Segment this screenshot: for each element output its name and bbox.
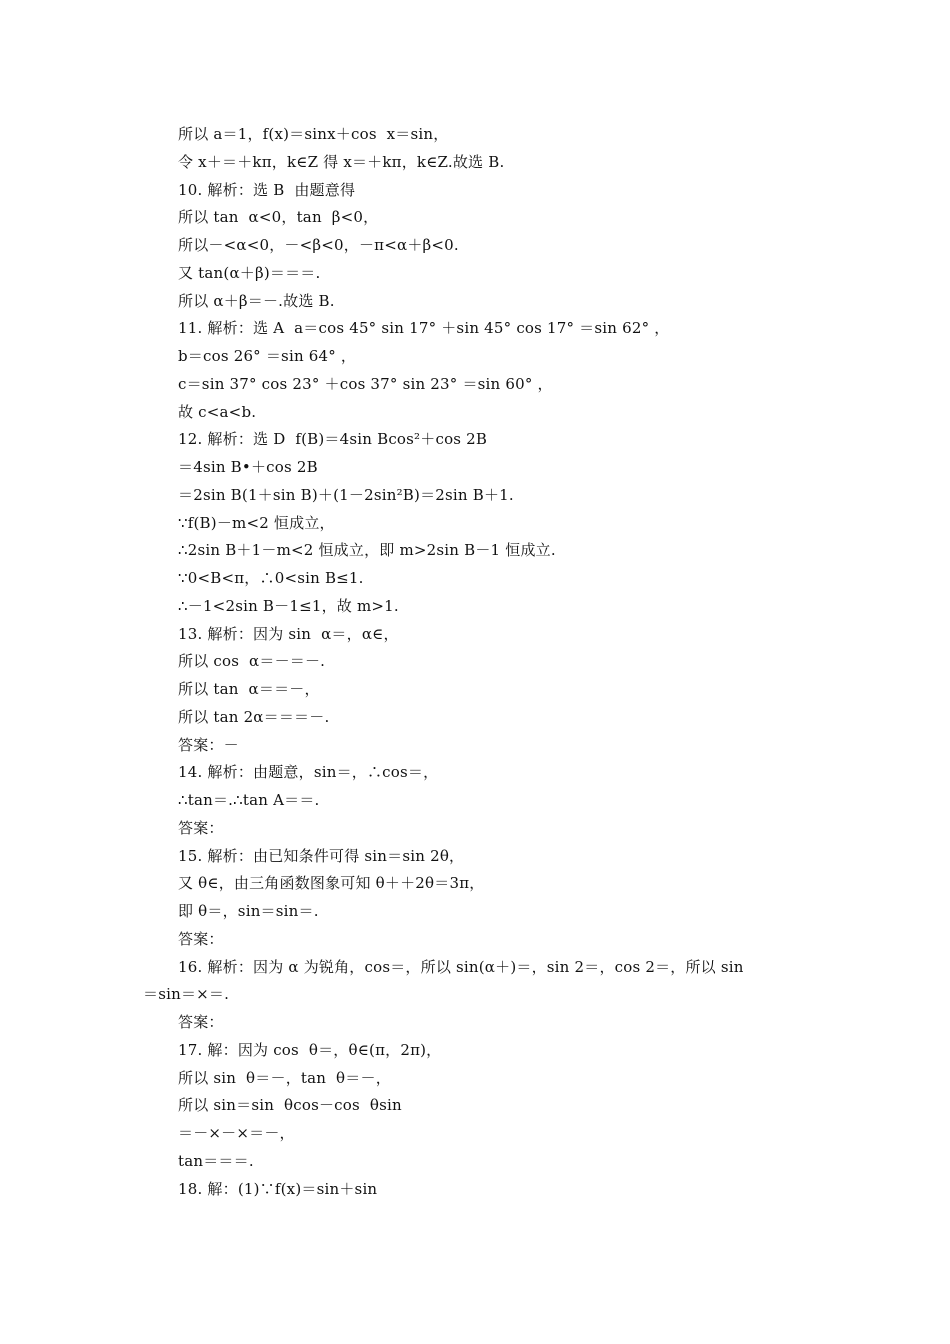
text-line: 17. 解：因为 cos θ＝，θ∈(π，2π)， [178,1041,442,1059]
text-line: 答案：－ [178,736,239,754]
text-line: 所以－<α<0，－<β<0，－π<α＋β<0. [178,236,459,254]
text-line: 所以 sin θ＝－，tan θ＝－， [178,1069,391,1087]
text-line: 答案： [178,819,224,837]
text-line: 15. 解析：由已知条件可得 sin＝sin 2θ， [178,847,465,865]
text-line: 14. 解析：由题意，sin＝，∴cos＝， [178,763,439,781]
text-line: 13. 解析：因为 sin α＝，α∈， [178,625,399,643]
text-line: 所以 tan α＝＝－， [178,680,320,698]
text-line: ∵0<B<π，∴0<sin B≤1. [178,569,364,587]
text-line: ＝2sin B(1＋sin B)＋(1－2sin²B)＝2sin B＋1. [178,486,514,504]
text-line: 所以 a＝1，f(x)＝sinx＋cos x＝sin， [178,125,449,143]
text-line: ∵f(B)－m<2 恒成立， [178,514,335,532]
text-line: 18. 解：(1)∵f(x)＝sin＋sin [178,1180,378,1198]
text-line: b＝cos 26° ＝sin 64° ， [178,347,357,365]
text-line: 即 θ＝，sin＝sin＝. [178,902,319,920]
text-line: 所以 tan α<0，tan β<0， [178,208,379,226]
text-line: tan＝＝＝. [178,1152,254,1170]
text-line: 16. 解析：因为 α 为锐角，cos＝，所以 sin(α＋)＝，sin 2＝，cos 2＝，所以 sin [178,958,744,976]
text-line: ＝4sin B•＋cos 2B [178,458,318,476]
text-line: ＝sin＝×＝. [143,985,230,1003]
text-line: 所以 tan 2α＝＝＝－. [178,708,330,726]
text-line: 答案： [178,1013,224,1031]
text-line: 11. 解析：选 A a＝cos 45° sin 17° ＋sin 45° cos 17° ＝sin 62° ， [178,319,670,337]
text-line: ∴2sin B＋1－m<2 恒成立，即 m>2sin B－1 恒成立. [178,541,556,559]
text-line: ＝－×－×＝－， [178,1124,295,1142]
text-line: 所以 sin＝sin θcos－cos θsin [178,1096,402,1114]
text-line: 所以 cos α＝－＝－. [178,652,326,670]
text-line: 令 x＋＝＋kπ，k∈Z 得 x＝＋kπ，k∈Z.故选 B. [178,153,505,171]
text-line: ∴－1<2sin B－1≤1，故 m>1. [178,597,399,615]
text-line: 又 θ∈，由三角函数图象可知 θ＋＋2θ＝3π， [178,874,485,892]
text-line: 又 tan(α＋β)＝＝＝. [178,264,321,282]
text-line: 答案： [178,930,224,948]
text-line: ∴tan＝.∴tan A＝＝. [178,791,320,809]
text-line: 故 c<a<b. [178,403,257,421]
text-line: 所以 α＋β＝－.故选 B. [178,292,335,310]
text-line: c＝sin 37° cos 23° ＋cos 37° sin 23° ＝sin 60° ， [178,375,553,393]
text-line: 12. 解析：选 D f(B)＝4sin Bcos²＋cos 2B [178,430,488,448]
text-line: 10. 解析：选 B 由题意得 [178,181,356,199]
